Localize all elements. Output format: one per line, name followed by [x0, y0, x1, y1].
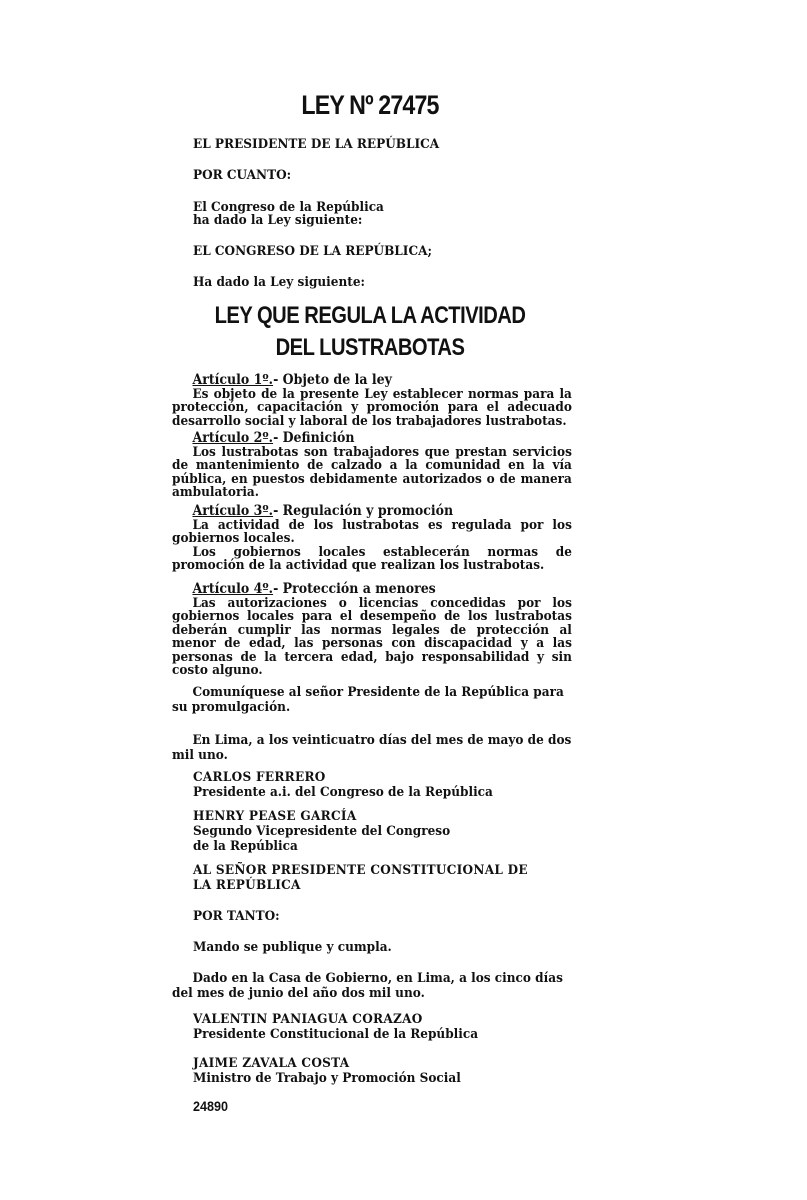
- communication-line2: su promulgación.: [172, 700, 291, 715]
- article-3-paragraph-1: La actividad de los lustrabotas es regulada por los gobiernos locales.: [172, 517, 572, 546]
- article-3-paragraph-2: Los gobiernos locales establecerán normas de promoción de la actividad que realizan los lustrabotas.: [172, 544, 572, 573]
- preamble-congress-line1: El Congreso de la República: [193, 200, 384, 215]
- preamble-congress-line2: ha dado la Ley siguiente:: [193, 213, 363, 228]
- place-date-executive-line1: Dado en la Casa de Gobierno, en Lima, a los cinco días: [192, 971, 563, 986]
- signatory-valentin-paniagua: [193, 1012, 478, 1042]
- article-4: [172, 583, 572, 678]
- communication-line1: Comuníquese al señor Presidente de la República para: [192, 685, 564, 700]
- article-4-paragraph: Las autorizaciones o licencias concedidas por los gobiernos locales para el desempeño de los lustrabotas deberán cumplir las normas legales de protección al menor de edad, las personas con discapacidad y a las personas de la tercera edad, bajo responsabilidad y sin costo alguno.: [172, 595, 572, 678]
- article-1: [172, 374, 572, 428]
- signatory-name: CARLOS FERRERO: [193, 770, 326, 785]
- law-title: LEY Nº 27475: [301, 90, 439, 120]
- preamble-congress-caps: EL CONGRESO DE LA REPÚBLICA;: [193, 244, 432, 259]
- article-3-title: - Regulación y promoción: [273, 503, 454, 519]
- article-2-title: - Definición: [273, 430, 355, 446]
- preamble-ha-dado: Ha dado la Ley siguiente:: [193, 275, 366, 290]
- signatory-name: JAIME ZAVALA COSTA: [193, 1056, 350, 1071]
- article-4-title: - Protección a menores: [273, 581, 436, 597]
- preamble-president: EL PRESIDENTE DE LA REPÚBLICA: [193, 137, 440, 152]
- mando-publique: Mando se publique y cumpla.: [193, 940, 392, 955]
- article-2-number: Artículo 2º.: [192, 430, 274, 446]
- signatory-henry-pease: [193, 809, 450, 854]
- signatory-role-line1: Segundo Vicepresidente del Congreso: [193, 824, 451, 839]
- addressee-line2: LA REPÚBLICA: [193, 878, 301, 893]
- article-2: [172, 432, 572, 500]
- signatory-role: Presidente Constitucional de la República: [193, 1027, 479, 1042]
- publication-number: 24890: [193, 1098, 229, 1114]
- addressee: [193, 863, 528, 893]
- article-1-number: Artículo 1º.: [192, 372, 274, 388]
- article-1-title: - Objeto de la ley: [273, 372, 392, 388]
- article-4-heading: [172, 583, 572, 597]
- place-date-executive-line2: del mes de junio del año dos mil uno.: [172, 986, 425, 1001]
- article-3-heading: [172, 505, 572, 519]
- place-date-congress: [172, 733, 571, 763]
- por-tanto: POR TANTO:: [193, 909, 280, 924]
- article-2-heading: [172, 432, 572, 446]
- signatory-role: Presidente a.i. del Congreso de la República: [193, 785, 493, 800]
- law-heading-line2: DEL LUSTRABOTAS: [275, 334, 465, 361]
- signatory-name: HENRY PEASE GARCÍA: [193, 809, 357, 824]
- signatory-carlos-ferrero: [193, 770, 493, 800]
- article-3-number: Artículo 3º.: [192, 503, 274, 519]
- addressee-line1: AL SEÑOR PRESIDENTE CONSTITUCIONAL DE: [193, 863, 528, 878]
- law-heading-line1: LEY QUE REGULA LA ACTIVIDAD: [214, 302, 526, 329]
- preamble-por-cuanto: POR CUANTO:: [193, 168, 292, 183]
- place-date-congress-line2: mil uno.: [172, 748, 228, 763]
- article-3: [172, 505, 572, 573]
- signatory-role: Ministro de Trabajo y Promoción Social: [193, 1071, 461, 1086]
- signatory-role-line2: de la República: [193, 839, 298, 854]
- signatory-name: VALENTIN PANIAGUA CORAZAO: [193, 1012, 423, 1027]
- article-1-heading: [172, 374, 572, 388]
- communication: [172, 685, 564, 715]
- place-date-congress-line1: En Lima, a los veinticuatro días del mes de mayo de dos: [192, 733, 572, 748]
- article-2-paragraph: Los lustrabotas son trabajadores que prestan servicios de mantenimiento de calzado a la comunidad en la vía pública, en puestos debidamente autorizados o de manera ambulatoria.: [172, 444, 572, 500]
- signatory-jaime-zavala: [193, 1056, 461, 1086]
- article-4-number: Artículo 4º.: [192, 581, 274, 597]
- place-date-executive: [172, 971, 563, 1001]
- article-1-paragraph: Es objeto de la presente Ley establecer normas para la protección, capacitación y promoción para el adecuado desarrollo social y laboral de los trabajadores lustrabotas.: [172, 386, 572, 429]
